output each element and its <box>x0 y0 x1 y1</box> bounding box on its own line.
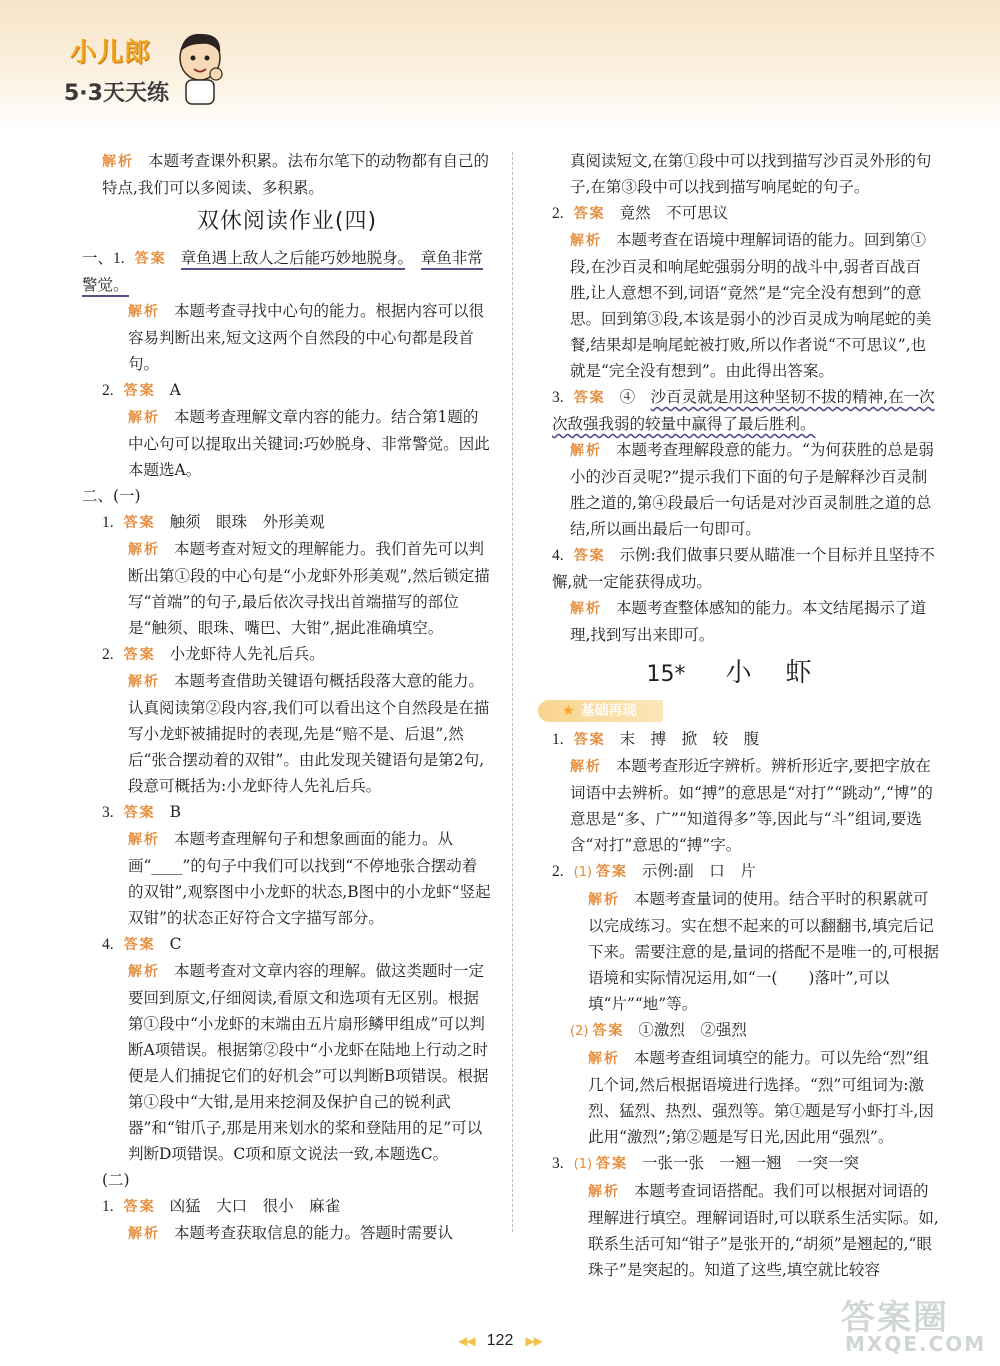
watermark-line-1: 答案圈 <box>841 1298 949 1338</box>
analysis-text: 本题考查理解段意的能力。“为何获胜的总是弱小的沙百灵呢?”提示我们下面的句子是解释沙百灵制胜之道的,第④段最后一句话是对沙百灵制胜之道的总结,所以画出最后一句即可。 <box>570 441 934 538</box>
answer-text: 章鱼遇上敌人之后能巧妙地脱身。 <box>181 249 406 270</box>
analysis-text: 本题考查寻找中心句的能力。根据内容可以很容易判断出来,短文这两个自然段的中心句都是段首句。 <box>128 302 485 373</box>
question-number: 2. <box>552 205 564 222</box>
left-column <box>82 148 492 1247</box>
analysis-text: 本题考查理解文章内容的能力。结合第1题的中心句可以提取出关键词:巧妙脱身、非常警觉。因此本题选A。 <box>128 408 490 479</box>
question-d4 <box>552 542 940 595</box>
answer-tag: 答案 <box>596 1156 629 1172</box>
question-number: 4. <box>552 547 564 564</box>
brand-subtitle: 5·3天天练 <box>64 81 169 106</box>
analysis-b4 <box>82 958 492 1167</box>
analysis-d3 <box>552 437 940 542</box>
analysis-e1 <box>552 753 940 858</box>
question-number: 1. <box>102 514 114 531</box>
analysis-tag: 解析 <box>570 601 602 617</box>
part-label: 一、 <box>82 249 114 267</box>
analysis-d4 <box>552 595 940 648</box>
analysis-tag: 解析 <box>102 154 134 170</box>
analysis-text: 本题考查在语境中理解词语的能力。回到第①段,在沙百灵和响尾蛇强弱分明的战斗中,弱者百战百胜,让人意想不到,词语“竟然”是“完全没有想到”的意思。回到第③段,本该是弱小的沙百灵成为响尾蛇的美餐,结果却是响尾蛇被打败,所以作者说“不可思议”,也就是“完全没有想到”。由此得出答案。 <box>570 231 932 380</box>
star-icon: ★ <box>562 703 575 719</box>
answer-text: 示例:副 口 片 <box>642 862 756 880</box>
continued-text: 真阅读短文,在第①段中可以找到描写沙百灵外形的句子,在第③段中可以找到描写响尾蛇的句子。 <box>570 152 932 196</box>
analysis-text: 本题考查理解句子和想象画面的能力。从画“____”的句子中我们可以找到“不停地张合摆动着的双钳”,观察图中小龙虾的状态,B图中的小龙虾“竖起双钳”的状态正好符合文字描写部分。 <box>128 830 491 927</box>
question-b4 <box>82 931 492 958</box>
analysis-text: 本题考查借助关键语句概括段落大意的能力。认真阅读第②段内容,我们可以看出这个自然段是在描写小龙虾被捕捉时的表现,先是“赔不是、后退”,然后“张合摆动着的双钳”。由此发现关键语句是第2句,段意可概括为:小龙虾待人先礼后兵。 <box>128 672 490 795</box>
question-1 <box>82 245 492 298</box>
answer-tag: 答案 <box>134 251 167 267</box>
analysis-tag: 解析 <box>128 304 160 320</box>
right-column <box>552 148 940 1283</box>
analysis-tag: 解析 <box>570 233 602 249</box>
part-2b-label: (二) <box>102 1171 130 1189</box>
question-number: 1. <box>113 250 125 267</box>
answer-text: 小龙虾待人先礼后兵。 <box>169 645 325 663</box>
analysis-1 <box>82 298 492 377</box>
question-2 <box>82 377 492 404</box>
analysis-tag: 解析 <box>128 1226 160 1242</box>
arrow-left-icon: ◀◀ <box>458 1334 475 1348</box>
banner-label: 基础再现 <box>580 703 637 719</box>
sub-number: (2) <box>570 1024 589 1039</box>
answer-marker: ④ <box>619 388 636 406</box>
lesson-name: 小虾 <box>725 658 846 688</box>
answer-tag: 答案 <box>123 1199 156 1215</box>
part-2-label: 二、(一) <box>82 487 141 505</box>
answer-tag: 答案 <box>123 805 156 821</box>
answer-text: 示例:我们做事只要从瞄准一个目标并且坚持不懈,就一定能获得成功。 <box>552 546 935 591</box>
analysis-tag: 解析 <box>588 1184 620 1200</box>
question-number: 1. <box>102 1198 114 1215</box>
analysis-e2b <box>552 1045 940 1150</box>
analysis-tag: 解析 <box>588 1051 620 1067</box>
analysis-c1 <box>82 1220 492 1247</box>
analysis-e3 <box>552 1178 940 1283</box>
watermark-line-2: MXQE.COM <box>845 1332 987 1356</box>
analysis-text: 本题考查词语搭配。我们可以根据对词语的理解进行填空。理解词语时,可以联系生活实际。如,联系生活可知“钳子”是张开的,“胡须”是翘起的,“眼珠子”是突起的。知道了这些,填空就比较容 <box>588 1182 939 1279</box>
answer-text: 一张一张 一翘一翘 一突一突 <box>642 1154 860 1172</box>
column-divider <box>512 152 513 1232</box>
answer-tag: 答案 <box>596 864 629 880</box>
answer-tag: 答案 <box>123 515 156 531</box>
analysis-text: 本题考查获取信息的能力。答题时需要认 <box>174 1224 454 1242</box>
question-number: 2. <box>102 382 114 399</box>
mascot-boy-icon <box>170 28 230 108</box>
analysis-tag: 解析 <box>128 542 160 558</box>
question-e1 <box>552 726 940 753</box>
answer-tag: 答案 <box>592 1023 625 1039</box>
question-number: 2. <box>552 863 564 880</box>
brand-title: 小儿郎 <box>70 38 152 68</box>
lesson-title <box>552 660 940 688</box>
section-title: 双休阅读作业(四) <box>196 209 378 234</box>
brand-logo <box>62 28 232 118</box>
question-d2 <box>552 200 940 227</box>
analysis-tag: 解析 <box>128 832 160 848</box>
question-d3 <box>552 384 940 437</box>
question-e3 <box>552 1150 940 1178</box>
answer-tag: 答案 <box>573 732 606 748</box>
analysis-text: 本题考查量词的使用。结合平时的积累就可以完成练习。实在想不起来的可以翻翻书,填完后记下来。需要注意的是,量词的搭配不是唯一的,可根据语境和实际情况运用,如“一( )落叶”,可以填“片”“地”等。 <box>588 890 939 1013</box>
question-b1 <box>82 509 492 536</box>
answer-text: 沙百灵就是用这种坚韧不拔的精神,在 <box>650 388 904 406</box>
question-number: 4. <box>102 936 114 953</box>
answer-text: 触须 眼珠 外形美观 <box>169 513 325 531</box>
question-c1 <box>82 1193 492 1220</box>
analysis-tag: 解析 <box>588 892 620 908</box>
answer-text: B <box>169 803 182 821</box>
answer-tag: 答案 <box>123 937 156 953</box>
answer-text: 末 搏 掀 较 腹 <box>619 730 760 748</box>
analysis-e2 <box>552 886 940 1017</box>
analysis-b1 <box>82 536 492 641</box>
analysis-b3 <box>82 826 492 931</box>
answer-text: ①激烈 ②强烈 <box>638 1021 747 1039</box>
answer-text: A <box>169 381 181 399</box>
analysis-text: 本题考查整体感知的能力。本文结尾揭示了道理,找到写出来即可。 <box>570 599 927 644</box>
section-banner <box>538 700 663 722</box>
sub-number: (1) <box>573 865 593 880</box>
answer-tag: 答案 <box>573 548 606 564</box>
question-number: 3. <box>552 1155 564 1172</box>
question-number: 2. <box>102 646 114 663</box>
answer-tag: 答案 <box>573 390 606 406</box>
analysis-text: 本题考查对文章内容的理解。做这类题时一定要回到原文,仔细阅读,看原文和选项有无区别。根据第①段中“小龙虾的末端由五片扇形鳞甲组成”可以判断A项错误。根据第②段中“小龙虾在陆地上行动之时便是人们捕捉它们的好机会”可以判断B项错误。根据第①段中“大钳,是用来挖洞及保护自己的锐利武器”和“钳爪子,那是用来划水的桨和登陆用的足”可以判断D项错误。C项和原文说法一致,本题选C。 <box>128 962 489 1163</box>
analysis-tag: 解析 <box>128 674 160 690</box>
analysis-tag: 解析 <box>570 759 602 775</box>
page-number: 122 <box>486 1332 514 1349</box>
sub-number: (1) <box>573 1157 593 1172</box>
arrow-right-icon: ▶▶ <box>525 1334 542 1348</box>
question-b2 <box>82 641 492 668</box>
answer-text: C <box>169 935 182 953</box>
question-e2b <box>552 1017 940 1045</box>
analysis-2 <box>82 404 492 483</box>
question-number: 3. <box>552 389 564 406</box>
analysis-tag: 解析 <box>570 443 602 459</box>
analysis-text: 本题考查对短文的理解能力。我们首先可以判断出第①段的中心句是“小龙虾外形美观”,然后锁定描写“首端”的句子,最后依次寻找出首端描写的部位是“触须、眼珠、嘴巴、大钳”,据此准确填空。 <box>128 540 490 637</box>
analysis-b2 <box>82 668 492 799</box>
answer-text: 凶猛 大口 很小 麻雀 <box>169 1197 341 1215</box>
question-number: 3. <box>102 804 114 821</box>
analysis-text: 本题考查课外积累。法布尔笔下的动物都有自己的特点,我们可以多阅读、多积累。 <box>102 152 490 197</box>
watermark <box>835 1290 985 1362</box>
answer-tag: 答案 <box>123 383 156 399</box>
question-b3 <box>82 799 492 826</box>
answer-text: 竟然 不可思议 <box>619 204 729 222</box>
question-number: 1. <box>552 731 564 748</box>
analysis-text: 本题考查组词填空的能力。可以先给“烈”组几个词,然后根据语境进行选择。“烈”可组词为:激烈、猛烈、热烈、强烈等。第①题是写小虾打斗,因此用“激烈”;第②题是写日光,因此用“强烈”。 <box>588 1049 934 1146</box>
answer-text: 章鱼非常警觉。 <box>82 249 483 297</box>
lesson-number: 15* <box>646 662 686 687</box>
analysis-tag: 解析 <box>128 964 160 980</box>
analysis-text: 本题考查形近字辨析。辨析形近字,要把字放在词语中去辨析。如“搏”的意思是“对打”“跳动”,“博”的意思是“多、广”“知道得多”等,因此与“斗”组词,要选含“对打”意思的“搏”字。 <box>570 757 933 854</box>
answer-text: 一次次敌强我弱的较量中赢得了最后胜利。 <box>552 388 935 433</box>
intro-paragraph <box>82 148 492 201</box>
answer-tag: 答案 <box>573 206 606 222</box>
analysis-d2 <box>552 227 940 384</box>
question-e2 <box>552 858 940 886</box>
analysis-tag: 解析 <box>128 410 160 426</box>
answer-tag: 答案 <box>123 647 156 663</box>
